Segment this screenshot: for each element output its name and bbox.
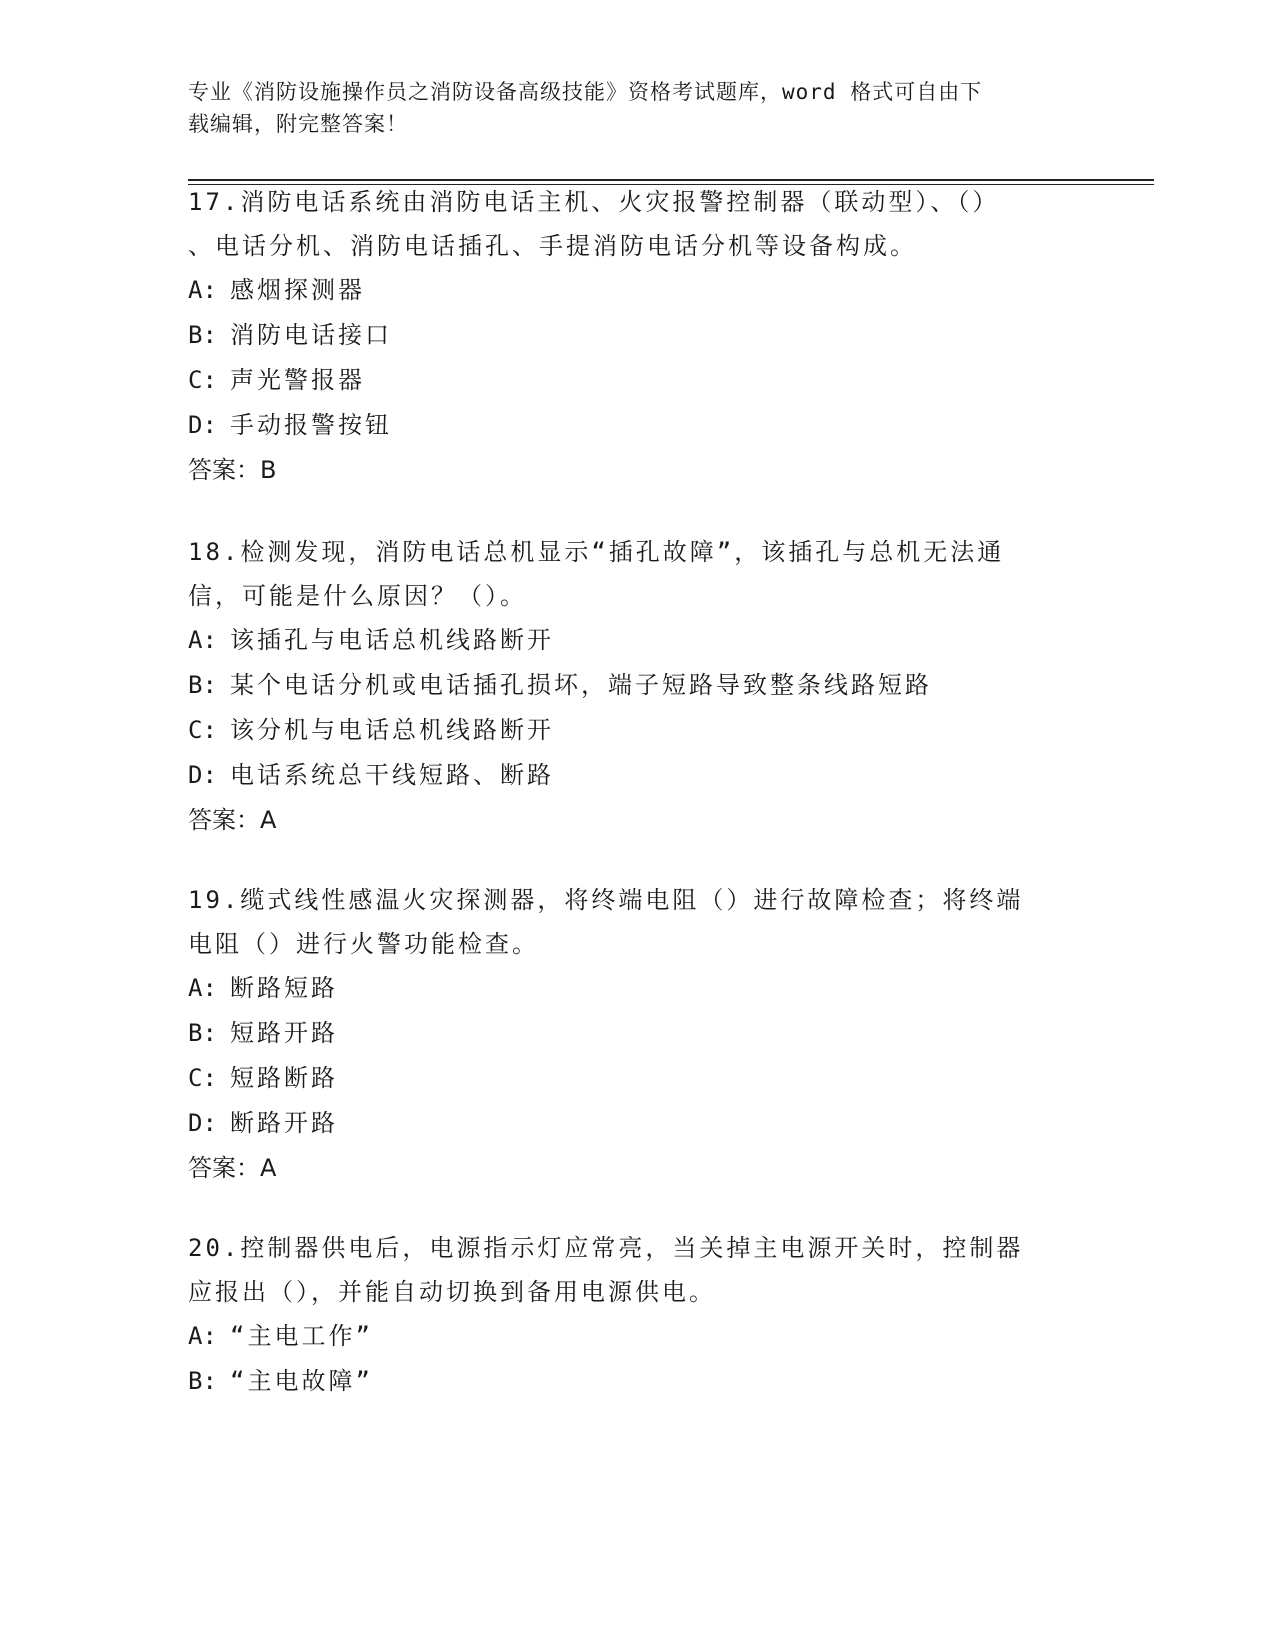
option-key: A: [188, 974, 217, 1002]
option-key: D: [188, 761, 217, 789]
question-19 [188, 878, 1088, 1191]
option-text: 某个电话分机或电话插孔损坏，端子短路导致整条线路短路 [230, 671, 932, 699]
option-b [188, 313, 1088, 358]
option-key: B: [188, 671, 217, 699]
option-c [188, 708, 1088, 753]
header-line-1: 专业《消防设施操作员之消防设备高级技能》资格考试题库，word 格式可自由下 [188, 80, 983, 104]
question-stem-line-1: 17.消防电话系统由消防电话主机、火灾报警控制器（联动型）、（） [188, 188, 1000, 216]
option-key: B: [188, 1367, 217, 1395]
answer: 答案：A [188, 806, 277, 834]
option-text: “主电故障” [230, 1367, 373, 1395]
option-text: 断路短路 [230, 974, 338, 1002]
option-text: “主电工作” [230, 1322, 373, 1350]
option-key: D: [188, 411, 217, 439]
question-20 [188, 1226, 1088, 1404]
question-stem-line-1: 18.检测发现，消防电话总机显示“插孔故障”，该插孔与总机无法通 [188, 538, 1005, 566]
option-key: A: [188, 276, 217, 304]
option-a [188, 1314, 1088, 1359]
option-text: 该分机与电话总机线路断开 [230, 716, 554, 744]
question-17 [188, 180, 1088, 493]
option-d [188, 1101, 1088, 1146]
document-header [188, 76, 1068, 140]
option-text: 感烟探测器 [230, 276, 365, 304]
option-a [188, 618, 1088, 663]
option-key: C: [188, 716, 217, 744]
option-text: 断路开路 [230, 1109, 338, 1137]
option-key: B: [188, 321, 217, 349]
option-b [188, 1011, 1088, 1056]
option-c [188, 358, 1088, 403]
option-key: A: [188, 626, 217, 654]
option-b [188, 1359, 1088, 1404]
option-a [188, 966, 1088, 1011]
option-b [188, 663, 1088, 708]
option-text: 消防电话接口 [230, 321, 392, 349]
answer: 答案：A [188, 1154, 277, 1182]
option-a [188, 268, 1088, 313]
question-18 [188, 530, 1088, 843]
option-key: B: [188, 1019, 217, 1047]
question-stem-line-1: 20.控制器供电后，电源指示灯应常亮，当关掉主电源开关时，控制器 [188, 1234, 1024, 1262]
option-d [188, 403, 1088, 448]
option-key: C: [188, 1064, 217, 1092]
option-text: 声光警报器 [230, 366, 365, 394]
option-key: A: [188, 1322, 217, 1350]
option-key: C: [188, 366, 217, 394]
option-d [188, 753, 1088, 798]
option-c [188, 1056, 1088, 1101]
option-key: D: [188, 1109, 217, 1137]
question-stem-line-2: 应报出（），并能自动切换到备用电源供电。 [188, 1278, 716, 1306]
option-text: 该插孔与电话总机线路断开 [230, 626, 554, 654]
question-stem-line-1: 19.缆式线性感温火灾探测器，将终端电阻（）进行故障检查；将终端 [188, 886, 1024, 914]
answer: 答案：B [188, 456, 277, 484]
question-stem-line-2: 电阻（）进行火警功能检查。 [188, 930, 539, 958]
header-line-2: 载编辑，附完整答案！ [188, 112, 408, 136]
question-stem-line-2: 、电话分机、消防电话插孔、手提消防电话分机等设备构成。 [188, 232, 917, 260]
option-text: 手动报警按钮 [230, 411, 392, 439]
option-text: 电话系统总干线短路、断路 [230, 761, 554, 789]
question-stem-line-2: 信，可能是什么原因？（）。 [188, 582, 527, 610]
option-text: 短路开路 [230, 1019, 338, 1047]
option-text: 短路断路 [230, 1064, 338, 1092]
